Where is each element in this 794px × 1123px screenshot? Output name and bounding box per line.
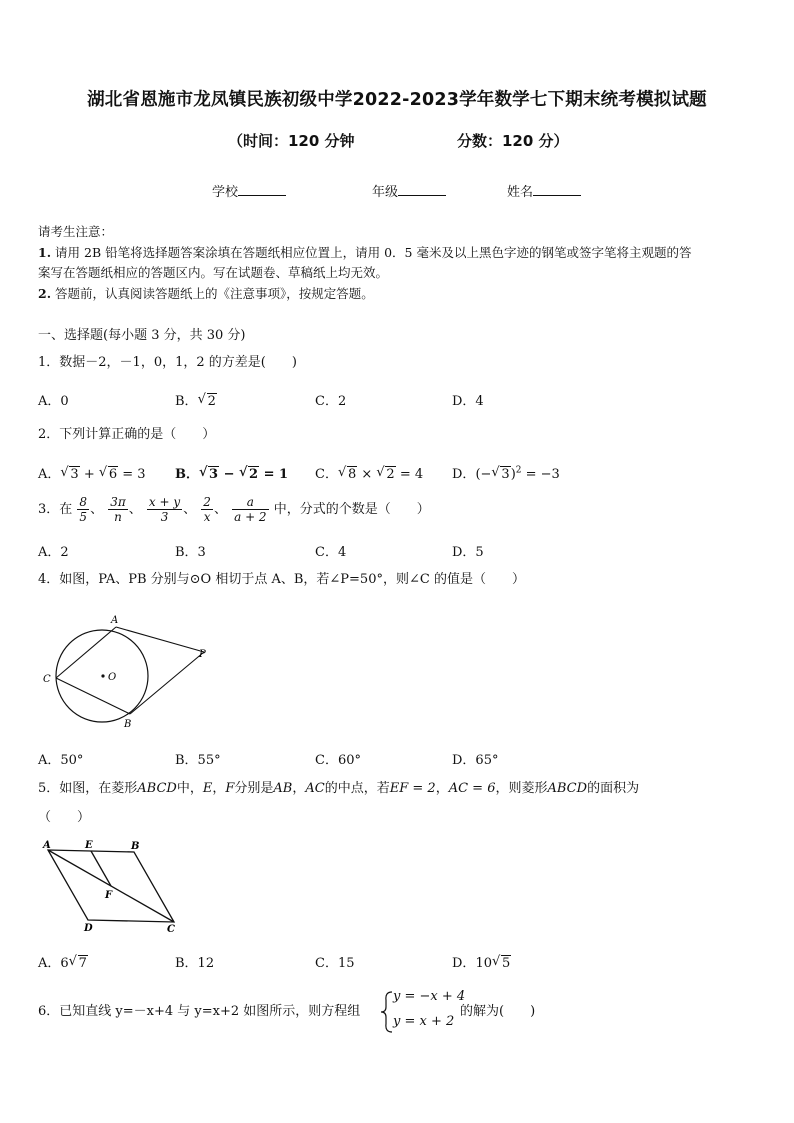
exam-title: 湖北省恩施市龙凤镇民族初级中学2022-2023学年数学七下期末统考模拟试题	[87, 90, 707, 110]
q2-b-radicand-2: 2	[249, 467, 259, 482]
q5-var-ac: AC	[305, 781, 325, 796]
grade-field	[372, 181, 446, 200]
q3-sep: 、	[183, 502, 197, 517]
sqrt-symbol: √ 2	[197, 392, 216, 409]
q5-text-e: ，则菱形	[495, 781, 548, 796]
q3-fraction-2	[108, 495, 128, 524]
notice-heading: 请考生注意：	[38, 224, 114, 239]
q2-b-prefix: B．	[175, 467, 199, 482]
q2-a-op: +	[83, 467, 95, 482]
school-blank	[238, 183, 286, 196]
q5-d-coef: 10	[475, 956, 492, 971]
exam-time: （时间：120 分钟	[228, 132, 355, 150]
name-blank	[533, 183, 581, 196]
q2-d-tail: = −3	[521, 467, 560, 482]
q4-option-d: D．65°	[452, 753, 499, 768]
q2-option-d	[452, 463, 560, 482]
name-field	[507, 181, 581, 200]
q5-var-ab: AB	[273, 781, 293, 796]
q1-option-d: D．4	[452, 394, 484, 409]
q2-d-open: (−	[475, 467, 492, 482]
q2-b-tail: = 1	[263, 467, 289, 482]
q2-a-tail: = 3	[122, 467, 146, 482]
q6-stem-a: 6．已知直线 y=－x+4 与 y=x+2 如图所示，则方程组	[38, 1004, 361, 1019]
q5-comma: ，	[435, 781, 449, 796]
name-label: 姓名	[507, 185, 534, 200]
q3-f1-num: 8	[79, 495, 88, 509]
q1-option-a: A．0	[38, 394, 69, 409]
label-o: O	[108, 672, 117, 683]
q3-f3-num: x + y	[148, 495, 181, 509]
q2-stem: 2．下列计算正确的是（ ）	[38, 427, 216, 442]
q3-option-a: A．2	[38, 545, 69, 560]
notice-item-2-num: 2.	[38, 286, 52, 301]
notice-item-1-line2: 案写在答题纸相应的答题区内。写在试题卷、草稿纸上均无效。	[38, 265, 389, 280]
q1-option-b-radicand: 2	[207, 394, 216, 409]
sqrt-symbol: √ 5	[491, 954, 511, 971]
sqrt-symbol: √ 2	[376, 465, 395, 482]
q3-option-b: B．3	[175, 545, 206, 560]
q2-c-radicand-1: 8	[347, 467, 357, 482]
q3-sep: 、	[213, 502, 227, 517]
q3-option-d: D．5	[452, 545, 484, 560]
q3-stem	[38, 492, 430, 528]
q5-option-c: C．15	[315, 956, 355, 971]
q3-f1-den: 5	[79, 510, 88, 524]
q2-d-exponent: 2	[515, 465, 522, 476]
label-e: E	[85, 840, 93, 851]
q2-option-a	[38, 463, 146, 482]
q4-circle-diagram	[38, 610, 218, 740]
q5-d-radicand: 5	[501, 956, 511, 971]
q6-equation-1: y = −x + 4	[393, 989, 466, 1004]
q4-option-c: C．60°	[315, 753, 361, 768]
q5-a-coef: 6	[60, 956, 69, 971]
notice-item-1-line1: 请用 2B 铅笔将选择题答案涂填在答题纸相应位置上，请用 0．5 毫米及以上黑色字迹的钢笔或签字笔将主观题的答	[55, 245, 692, 260]
q4-stem: 4．如图，PA、PB 分别与⊙O 相切于点 A、B，若∠P=50°，则∠C 的值是（ ）	[38, 572, 525, 587]
label-b: B	[124, 719, 132, 730]
q1-option-b-prefix: B．	[175, 394, 198, 409]
section-heading: 一、选择题(每小题 3 分，共 30 分)	[38, 328, 246, 343]
sqrt-symbol: √ 6	[98, 465, 118, 482]
sqrt-symbol: √ 3	[199, 465, 219, 482]
q5-stem-line2: （ ）	[38, 810, 91, 825]
q5-option-a	[38, 952, 88, 971]
q2-a-radicand-1: 3	[70, 467, 79, 482]
q5-rhombus-diagram	[38, 836, 188, 936]
q5-d-prefix: D．	[452, 956, 476, 971]
q5-var-ac6: AC = 6	[448, 781, 496, 796]
q5-text-b: 中，	[176, 781, 203, 796]
q5-option-b: B．12	[175, 956, 215, 971]
q2-d-close: )	[510, 467, 516, 482]
label-p: P	[199, 649, 206, 660]
q5-option-d	[452, 952, 511, 971]
q5-text-a: 5．如图，在菱形	[38, 781, 138, 796]
q5-text-f: 的面积为	[587, 781, 640, 796]
q5-text-d: 的中点，若	[324, 781, 390, 796]
school-field	[212, 181, 286, 200]
grade-label: 年级	[372, 185, 399, 200]
q2-d-prefix: D．	[452, 467, 476, 482]
q1-option-c: C．2	[315, 394, 347, 409]
chord-ca	[56, 627, 116, 678]
label-b: B	[131, 841, 140, 852]
sqrt-symbol: √ 8	[337, 465, 357, 482]
q3-fraction-5	[232, 495, 268, 524]
q3-sep: 、	[128, 502, 142, 517]
q2-c-tail: = 4	[399, 467, 424, 482]
label-a: A	[111, 615, 119, 626]
q2-option-b	[175, 463, 288, 482]
q5-stem-line1	[38, 779, 639, 799]
q2-a-radicand-2: 6	[108, 467, 118, 482]
q5-comma: ，	[212, 781, 226, 796]
q3-prefix: 3．在	[38, 502, 73, 517]
q5-var-abcd: ABCD	[137, 781, 177, 796]
q2-b-op: −	[223, 467, 235, 482]
q5-var-e: E	[202, 781, 213, 796]
q6-stem-b: 的解为( )	[460, 1004, 536, 1019]
q3-fraction-1	[77, 495, 89, 524]
q3-f4-den: x	[203, 510, 211, 524]
q3-f2-num: 3π	[110, 495, 126, 509]
notice-item-2-text: 答题前，认真阅读答题纸上的《注意事项》，按规定答题。	[55, 286, 374, 301]
q4-option-a: A．50°	[38, 753, 84, 768]
q6-equation-2: y = x + 2	[393, 1014, 455, 1029]
q3-suffix: 中，分式的个数是（ ）	[273, 502, 430, 517]
q3-f5-den: a + 2	[234, 510, 267, 524]
q1-option-b	[175, 390, 217, 409]
q5-a-radicand: 7	[78, 956, 87, 971]
q3-f2-den: n	[114, 510, 122, 524]
school-label: 学校	[212, 185, 239, 200]
q4-option-b: B．55°	[175, 753, 221, 768]
q2-d-radicand: 3	[501, 467, 510, 482]
q3-option-c: C．4	[315, 545, 347, 560]
q2-a-prefix: A．	[38, 467, 61, 482]
q5-text-c: 分别是	[234, 781, 274, 796]
q3-f5-num: a	[232, 495, 268, 510]
q2-b-radicand-1: 3	[209, 467, 219, 482]
q3-fraction-4	[201, 495, 213, 524]
q3-f3-den: 3	[160, 510, 169, 524]
q5-var-ef: EF = 2	[389, 781, 436, 796]
q1-stem: 1．数据－2，－1，0，1，2 的方差是( )	[38, 355, 297, 370]
sqrt-symbol: √ 2	[239, 465, 259, 482]
chord-cb	[56, 678, 130, 714]
brace-icon	[380, 990, 394, 1034]
center-dot	[101, 674, 104, 677]
q2-option-c	[315, 463, 423, 482]
label-f: F	[105, 890, 113, 901]
sqrt-symbol: √ 3	[491, 465, 510, 482]
q5-var-f: F	[225, 781, 235, 796]
exam-score: 分数：120 分）	[457, 132, 569, 150]
label-a: A	[43, 840, 51, 851]
notice-item-1	[38, 243, 763, 263]
q5-comma: ，	[292, 781, 306, 796]
q3-sep: 、	[90, 502, 104, 517]
q3-fraction-3	[147, 495, 182, 524]
q2-c-radicand-2: 2	[386, 467, 395, 482]
label-c: C	[43, 674, 51, 685]
grade-blank	[398, 183, 446, 196]
label-c: C	[167, 924, 175, 935]
sqrt-symbol: √ 3	[60, 465, 79, 482]
q2-c-prefix: C．	[315, 467, 338, 482]
label-d: D	[84, 923, 93, 934]
notice-item-2	[38, 284, 374, 304]
q3-f4-num: 2	[203, 495, 211, 509]
sqrt-symbol: √ 7	[68, 954, 87, 971]
q5-var-abcd: ABCD	[547, 781, 588, 796]
tangent-pb	[130, 652, 204, 714]
q2-c-op: ×	[361, 467, 373, 482]
notice-item-1-num: 1.	[38, 245, 52, 260]
q5-a-prefix: A．	[38, 956, 61, 971]
